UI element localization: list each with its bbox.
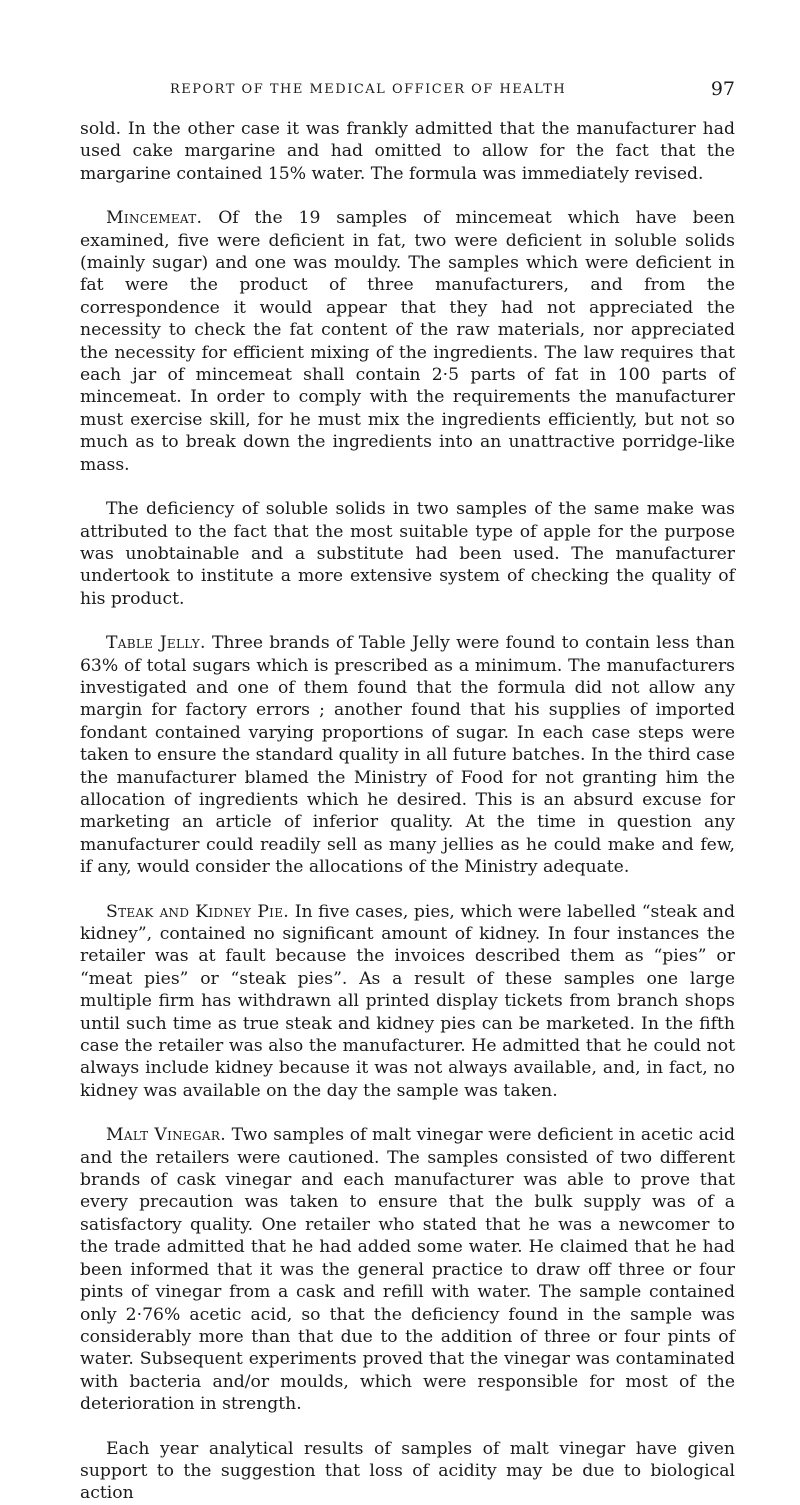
paragraph-text: Two samples of malt vinegar were deficient in acetic acid and the retailers were cautioned. The samples consisted of two different brands of cask vinegar and each manufacturer was able to prove that every precaution was taken to ensure that the bulk supply was of a satisfactory quality. One retailer who stated that he was a newcomer to the trade admitted that he had added some water. He claimed that he had been informed that it was the general practice to draw off three or four pints of vinegar from a cask and refill with water. The sample contained only 2·76% acetic acid, so that the deficiency found in the sample was considerably more than that due to the addition of three or four pints of water. Subsequent experiments proved that the vinegar was contaminated with bacteria and/or moulds, which were responsible for most of the deterioration in strength. [80, 1125, 736, 1415]
report-body [80, 118, 735, 1505]
section-heading-malt-vinegar: Malt Vinegar. [106, 1125, 226, 1146]
paragraph-table-jelly [80, 632, 735, 878]
section-heading-table-jelly: Table Jelly. [106, 633, 206, 654]
paragraph-text: In five cases, pies, which were labelled “steak and kidney”, contained no significant amount of kidney. In four instances the retailer was at fault because the invoices described them as “pies” or “meat pies” or “steak pies”. As a result of these samples one large multiple firm has withdrawn all printed display tickets from branch shops until such time as true steak and kidney pies can be marketed. In the fifth case the retailer was also the manufacturer. He admitted that he could not always include kidney because it was not always available, and, in fact, no kidney was available on the day the sample was taken. [80, 901, 736, 1101]
page-number: 97 [710, 78, 735, 100]
paragraph-mincemeat [80, 207, 735, 476]
page-header [80, 78, 735, 118]
paragraph-text: Each year analytical results of samples of malt vinegar have given support to the suggestion that loss of acidity may be due to biological action [80, 1438, 735, 1504]
paragraph-soluble-solids [80, 498, 735, 610]
running-title: REPORT OF THE MEDICAL OFFICER OF HEALTH [170, 82, 567, 97]
report-page [80, 78, 736, 1505]
paragraph-vinegar-analysis [80, 1438, 735, 1505]
section-heading-steak-kidney-pie: Steak and Kidney Pie. [106, 901, 290, 922]
paragraph-steak-kidney-pie [80, 901, 735, 1103]
paragraph-text: sold. In the other case it was frankly admitted that the manufacturer had used cake margarine and had omitted to allow for the fact that the margarine contained 15% water. The formula was immediately revised. [80, 119, 735, 184]
section-heading-mincemeat: Mincemeat. [106, 208, 203, 229]
paragraph-malt-vinegar [80, 1124, 735, 1415]
paragraph-margarine-continued [80, 118, 735, 185]
paragraph-text: The deficiency of soluble solids in two samples of the same make was attributed to the fact that the most suitable type of apple for the purpose was unobtainable and a substitute had been used. The manufacturer undertook to institute a more extensive system of checking the quality of his product. [80, 499, 735, 609]
paragraph-text: Three brands of Table Jelly were found to contain less than 63% of total sugars which is prescribed as a minimum. The manufacturers investigated and one of them found that the formula did not allow any margin for factory errors ; another found that his supplies of imported fondant contained varying proportions of sugar. In each case steps were taken to ensure the standard quality in all future batches. In the third case the manufacturer blamed the Ministry of Food for not granting him the allocation of ingredients which he desired. This is an absurd excuse for marketing an article of inferior quality. At the time in question any manufacturer could readily sell as many jellies as he could make and few, if any, would consider the allocations of the Ministry adequate. [80, 633, 735, 878]
paragraph-text: Of the 19 samples of mincemeat which have been examined, five were deficient in fat, two were deficient in soluble solids (mainly sugar) and one was mouldy. The samples which were deficient in fat were the product of three manufacturers, and from the correspondence it would appear that they had not appreciated the necessity to check the fat content of the raw materials, nor appreciated the necessity for efficient mixing of the ingredients. The law requires that each jar of mincemeat shall contain 2·5 parts of fat in 100 parts of mincemeat. In order to comply with the requirements the manufacturer must exercise skill, for he must mix the ingredients efficiently, but not so much as to break down the ingredients into an unattractive porridge-like mass. [80, 208, 735, 475]
